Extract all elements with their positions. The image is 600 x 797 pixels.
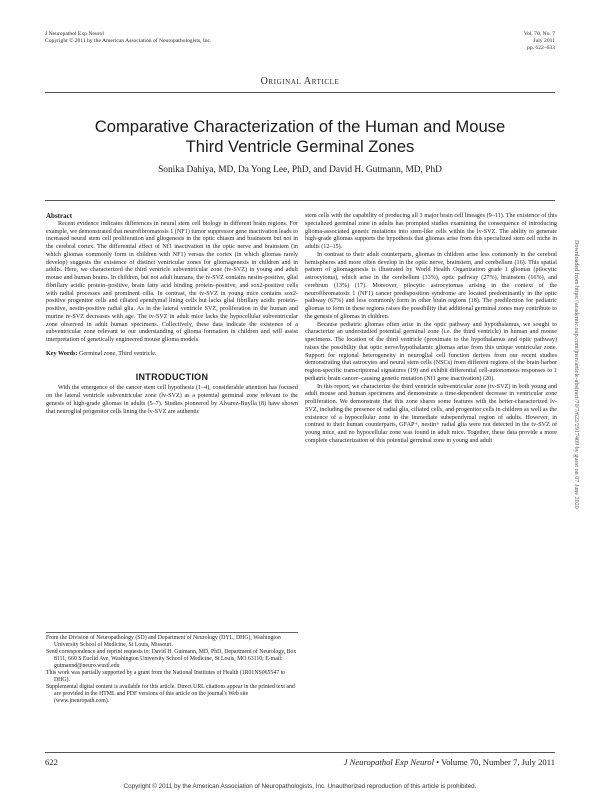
abstract-heading: Abstract xyxy=(46,212,73,220)
article-title xyxy=(60,117,540,157)
download-watermark-text: Downloaded from https://academic.oup.com/jnen/article-abstract/70/7/622/2917409 by guest on 07 June 2020 xyxy=(573,240,579,509)
key-words-label: Key Words: xyxy=(46,350,78,357)
page-range: pp. 622–633 xyxy=(527,45,555,51)
footer-divider xyxy=(45,752,555,753)
title-line-2: Third Ventricle Germinal Zones xyxy=(185,137,415,156)
right-paragraph-1: stem cells with the capability of producing all 3 major brain cell lineages (9–11). The existence of this specialized germinal zone in adults has prompted studies examining the consequence of introducing glioma-associated genetic mutations into stem-like cells within the lv-SVZ. The ability to generate high-grade gliomas supports the hypothesis that gliomas arise from this specialized stem cell niche in adults (12–15). xyxy=(305,213,557,250)
right-column xyxy=(305,213,557,446)
author-divider xyxy=(45,200,555,201)
footer-journal-name: J Neuropathol Exp Neurol xyxy=(343,757,434,767)
journal-name: J Neuropathol Exp Neurol xyxy=(45,31,104,37)
key-words-text: Germinal zone, Third ventricle. xyxy=(79,350,157,357)
journal-header-left xyxy=(45,31,211,45)
right-paragraph-4: In this report, we characterize the third ventricle subventricular zone (tv-SVZ) in both young and adult mouse and human specimens and demonstrate a time-dependent decrease in ventricular zone proliferation. We demonstrate that this zone shares some features with the better-characterized lv-SVZ, including the presence of radial glia, ciliated cells, and progenitor cells in children as well as the existence of a hypocellular zone in the immediate subependymal region of adults. However, in contrast to their human counterparts, GFAP+, nestin+ radial glia were not detected in the tv-SVZ of young mice, and no hypocellular zone was found in adult mice. Together, these data provide a more complete characterization of this potential germinal zone in young and adult xyxy=(305,383,557,444)
right-paragraph-3: Because pediatric gliomas often arise in the optic pathway and hypothalamus, we sought to characterize an understudied potential germinal zone (i.e. the third ventricle) in human and mouse specimens. The location of the third ventricle (proximate to the hypothalamus and optic pathway) raises the possibility that optic nerve/hypothalamic gliomas arise from this unique ventricular zone. Support for regional heterogeneity in neuroglial cell function derives from our recent studies demonstrating that astrocytes and neural stem cells (NSCs) from different regions of the brain harbor region-specific transcriptomal signatures (19) and exhibit differential cell-autonomous responses to 1 pediatric brain cancer–causing genetic mutation (Nf1 gene inactivation) (20). xyxy=(305,321,557,382)
volume-issue: Vol. 70, No. 7 xyxy=(523,31,555,37)
footnotes xyxy=(46,635,298,705)
key-words xyxy=(46,351,298,359)
copyright-line: Copyright © 2011 by the American Association of Neuropathologists, Inc. xyxy=(45,38,212,44)
footnote-divider xyxy=(46,632,298,633)
header-divider xyxy=(45,92,555,93)
footnote-funding: This work was partially supported by a grant from the National Institutes of Health (1R01NS065547 to DHG). xyxy=(46,670,286,683)
footer-journal xyxy=(344,757,555,767)
issue-date: July 2011 xyxy=(533,38,555,44)
abstract-text: Recent evidence indicates differences in neural stem cell biology in different brain regions. For example, we demonstrated that neurofibromatosis 1 (NF1) tumor suppressor gene inactivation leads to increased neural stem cell proliferation and gliogenesis in the optic chiasm and brainstem but not in the cerebral cortex. The differential effect of Nf1 inactivation in the optic nerve and brainstem (in which gliomas commonly form in children with NF1) versus the cortex (in which gliomas rarely develop) suggests the existence of distinct ventricular zones for gliomagenesis in children and in adults. Here, we characterized the third ventricle subventricular zone (tv-SVZ) in young and adult mouse and human brains. In children, but not adult humans, the tv-SVZ contains nestin-positive, glial fibrillary acidic protein–positive, brain fatty acid binding protein–positive, and sox2-positive cells with radial processes and prominent cilia. In contrast, the tv-SVZ in young mice contains sox2-positive progenitor cells and ciliated ependymal lining cells but lacks glial fibrillary acidic protein–positive, nestin-positive radial glia. As in the lateral ventricle SVZ, proliferation in the human and murine tv-SVZ decreases with age. The tv-SVZ in adult mice lacks the hypocellular subventricular zone observed in adult human specimens. Collectively, these data indicate the existence of a subventricular zone relevant to our understanding of glioma formation in children and will assist interpretation of genetically engineered mouse glioma models. xyxy=(46,220,298,343)
introduction-heading: INTRODUCTION xyxy=(135,371,209,382)
right-paragraph-2: In contrast to their adult counterparts, gliomas in children arise less commonly in the cerebral hemispheres and more often develop in the optic nerve, brainstem, and cerebellum (16). This spatial pattern of gliomagenesis is illustrated by World Health Organization grade 1 gliomas (pilocytic astrocytoma), which arise in the cerebellum (33%), optic pathway (27%), brainstem (16%), and cerebrum (13%) (17). Moreover, pilocytic astrocytomas arising in the context of the neurofibromatosis 1 (NF1) cancer predisposition syndrome are located predominantly in the optic pathway (67%) and less commonly form in other brain regions (18). The predilection for pediatric gliomas to form in these regions raises the possibility that additional germinal zones may contribute to the genesis of gliomas in children. xyxy=(305,251,557,320)
left-column xyxy=(46,213,298,416)
copyright-notice: Copyright © 2011 by the American Association of Neuropathologists, Inc. Unauthorized reproduction of this article is prohibited. xyxy=(123,783,477,790)
introduction-paragraph-1: With the emergence of the cancer stem cell hypothesis (1–4), considerable attention has focused on the lateral ventricle subventricular zone (lv-SVZ) as a potential germinal zone relevant to the genesis of high-grade gliomas in adults (5–7). Studies pioneered by Alvarez-Buylla (8) have shown that neuroglial progenitor cells lining the lv-SVZ are authentic xyxy=(46,385,298,415)
page-number: 622 xyxy=(45,757,58,767)
title-line-1: Comparative Characterization of the Human and Mouse xyxy=(94,117,506,136)
journal-header-right xyxy=(524,31,555,52)
footnote-affiliation: From the Division of Neuropathology (SD) and Department of Neurology (DYL, DHG), Washington University School of Medicine, St Louis, Missouri. xyxy=(46,635,281,648)
footer-issue: • Volume 70, Number 7, July 2011 xyxy=(433,757,555,767)
footnote-correspondence: Send correspondence and reprint requests to: David H. Gutmann, MD, PhD, Department of Neurology, Box 8111, 660 S Euclid Ave, Washington University School of Medicine, St Louis, MO 63110; E-mail: gutmannd@neuro.wustl.edu xyxy=(46,649,297,669)
download-watermark xyxy=(566,240,580,590)
footnote-supplemental: Supplemental digital content is available for this article. Direct URL citations appear in the printed text and are provided in the HTML and PDF versions of this article on the journal's Web site (www.jneuropath.com). xyxy=(46,684,295,704)
author-list: Sonika Dahiya, MD, Da Yong Lee, PhD, and David H. Gutmann, MD, PhD xyxy=(158,165,442,175)
article-type: Original Article xyxy=(260,76,340,87)
